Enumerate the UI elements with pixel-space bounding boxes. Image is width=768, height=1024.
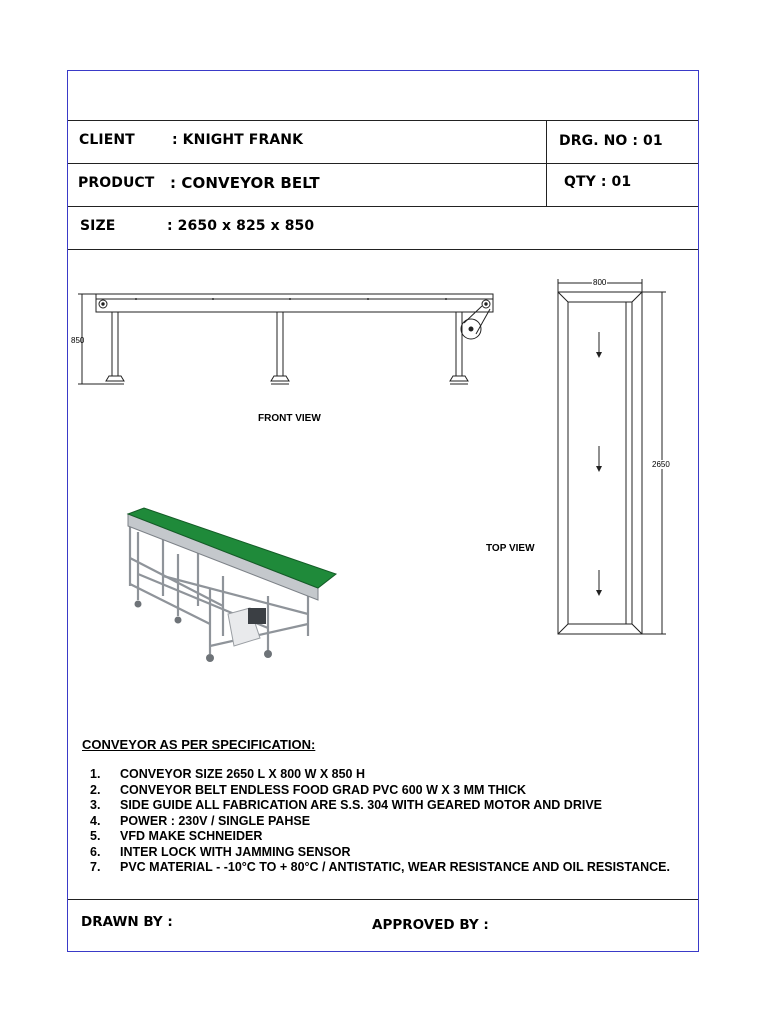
product-label: PRODUCT: [78, 175, 155, 191]
spec-title: CONVEYOR AS PER SPECIFICATION:: [82, 737, 316, 752]
width-dimension-label: 800: [593, 278, 607, 287]
item-number: 5.: [90, 829, 101, 843]
item-number: 3.: [90, 798, 101, 812]
item-number: 6.: [90, 844, 101, 859]
item-number: 2.: [90, 782, 101, 797]
list-item: [90, 783, 680, 799]
height-dimension-label: 850: [71, 336, 85, 345]
list-item: [90, 798, 680, 814]
rule-divider: [546, 120, 547, 206]
rule-line: [68, 249, 698, 250]
list-item: [90, 845, 680, 861]
item-text: CONVEYOR SIZE 2650 L X 800 W X 850 H: [120, 767, 366, 781]
item-text: VFD MAKE SCHNEIDER: [120, 829, 263, 843]
drawn-by-label: DRAWN BY :: [81, 914, 173, 930]
item-number: 1.: [90, 767, 101, 781]
list-item: [90, 860, 680, 876]
list-item: [90, 814, 680, 830]
product-value: : CONVEYOR BELT: [170, 174, 320, 192]
front-view-caption: FRONT VIEW: [258, 413, 321, 424]
list-item: [90, 829, 680, 845]
quantity: QTY : 01: [564, 174, 632, 190]
item-text: POWER : 230V / SINGLE PAHSE: [120, 813, 311, 828]
client-label: CLIENT: [79, 132, 135, 148]
item-number: 7.: [90, 860, 101, 874]
item-text: PVC MATERIAL - -10°C TO + 80°C / ANTISTATIC, WEAR RESISTANCE AND OIL RESISTANCE.: [120, 860, 670, 874]
item-text: INTER LOCK WITH JAMMING SENSOR: [120, 844, 351, 859]
drawing-number: DRG. NO : 01: [559, 133, 663, 149]
approved-by-label: APPROVED BY :: [372, 917, 489, 933]
conveyor-photo: [108, 496, 348, 681]
length-dimension-label: 2650: [652, 460, 670, 469]
drawing-sheet: [67, 70, 699, 952]
spec-list: [90, 767, 680, 876]
front-view-drawing: [68, 276, 508, 396]
rule-line: [68, 206, 698, 207]
size-label: SIZE: [80, 218, 116, 234]
size-value: : 2650 x 825 x 850: [167, 218, 315, 234]
rule-line: [68, 899, 698, 900]
client-value: : KNIGHT FRANK: [172, 132, 304, 148]
rule-line: [68, 163, 698, 164]
list-item: [90, 767, 680, 783]
top-view-caption: TOP VIEW: [486, 543, 535, 554]
item-number: 4.: [90, 813, 101, 828]
rule-line: [68, 120, 698, 121]
item-text: SIDE GUIDE ALL FABRICATION ARE S.S. 304 WITH GEARED MOTOR AND DRIVE: [120, 798, 602, 812]
item-text: CONVEYOR BELT ENDLESS FOOD GRAD PVC 600 W X 3 MM THICK: [120, 782, 527, 797]
